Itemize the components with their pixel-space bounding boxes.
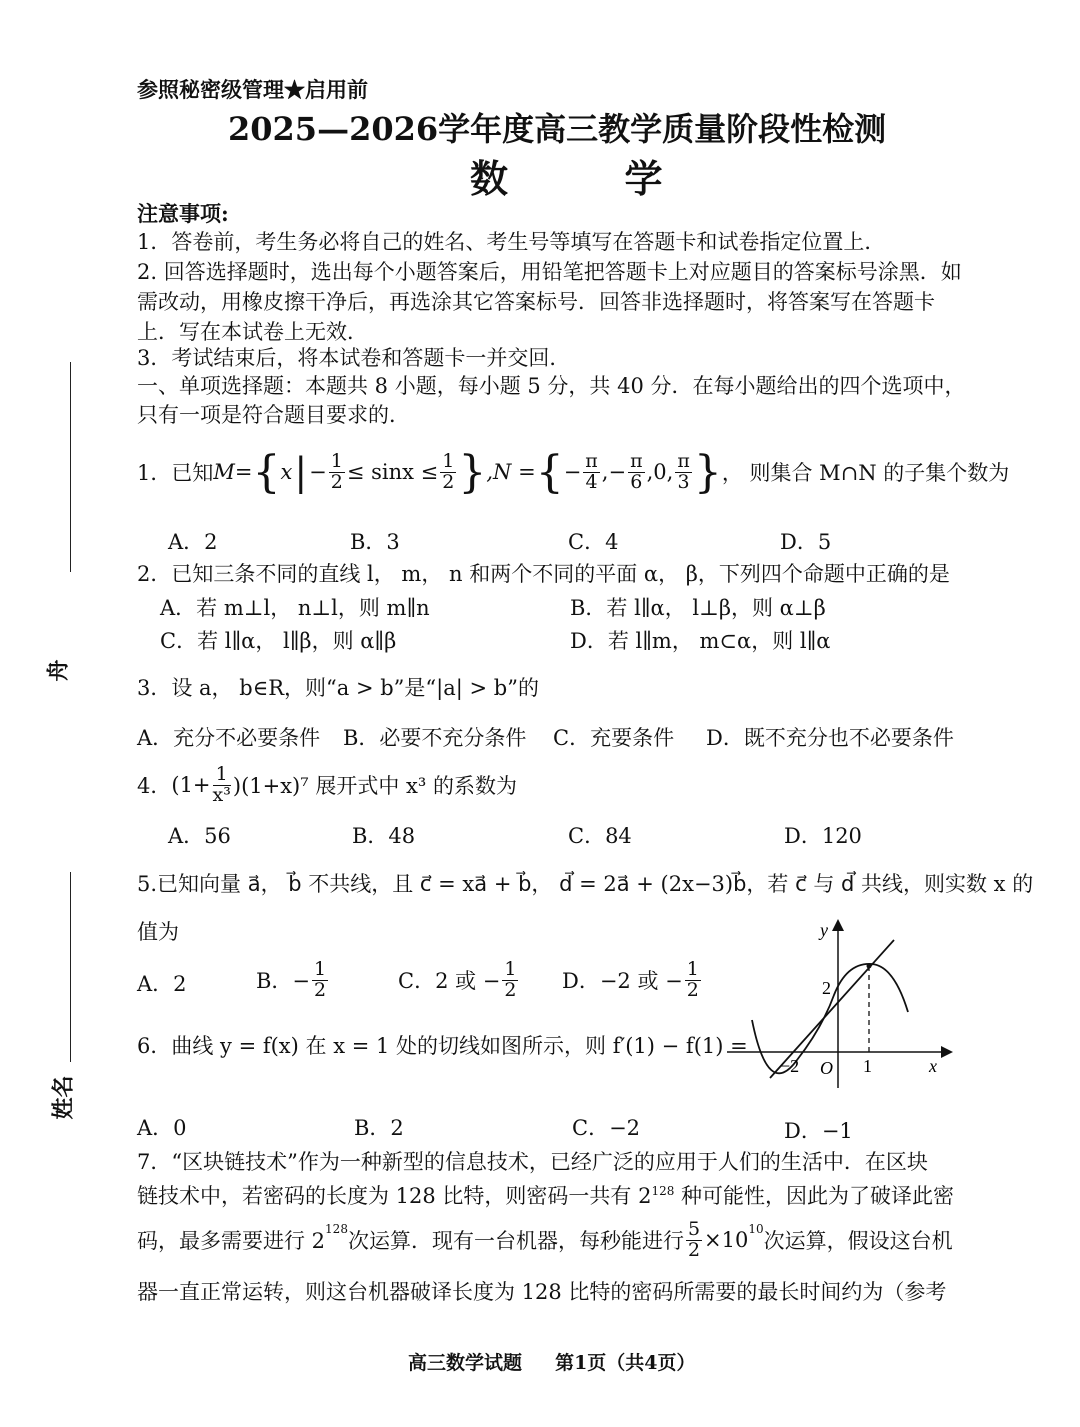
q1-brace-open: { <box>252 446 281 498</box>
q4-open: (1+ <box>171 773 211 797</box>
q2-option-b: B．若 l∥α， l⊥β，则 α⊥β <box>570 596 826 620</box>
q5-option-c: C．2 或 − $\frac{1}{2}$ <box>398 957 517 1001</box>
q1-frac-pi-6: $\frac{\pi}{6}$ <box>630 449 643 493</box>
q1-brace-close: } <box>458 446 487 498</box>
question-4-stem <box>137 758 517 812</box>
side-class-label: 舟 <box>45 659 72 682</box>
confidential-label: 参照秘密级管理★启用前 <box>137 77 368 102</box>
tick-1-label: 1 <box>863 1056 872 1076</box>
q1-frac-pi-4: $\frac{\pi}{4}$ <box>585 449 598 493</box>
q1-option-c: C．4 <box>568 530 619 554</box>
tangent-point <box>867 964 872 969</box>
binding-line-1 <box>70 362 71 572</box>
q1-suffix: ， 则集合 M∩N 的子集个数为 <box>721 461 1010 485</box>
q2-option-a: A．若 m⊥l， n⊥l，则 m∥n <box>160 596 430 620</box>
q4-option-c: C．84 <box>568 824 632 848</box>
q1-set-N: ,N = <box>486 460 536 484</box>
q1-eq: = <box>234 460 253 484</box>
q1-minus-3: − <box>608 460 627 484</box>
exam-title: 2025—2026学年度高三教学质量阶段性检测 <box>228 110 887 148</box>
q3-option-b: B．必要不充分条件 <box>343 726 527 750</box>
q1-option-b: B．3 <box>350 530 400 554</box>
q1-option-d: D．5 <box>780 530 832 554</box>
q5-option-a: A．2 <box>137 972 187 996</box>
q5-option-b: B．− $\frac{1}{2}$ <box>256 957 327 1001</box>
q1-prefix: 1．已知 <box>137 461 214 485</box>
q4-option-d: D．120 <box>784 824 862 848</box>
notice-item-2-line2: 需改动，用橡皮擦干净后，再选涂其它答案标号．回答非选择题时，将答案写在答题卡 <box>137 290 935 314</box>
q2-option-c: C．若 l∥α， l∥β，则 α∥β <box>160 629 397 653</box>
q5-option-d: D．−2 或 − $\frac{1}{2}$ <box>562 957 699 1001</box>
question-2-stem: 2．已知三条不同的直线 l， m， n 和两个不同的平面 α， β，下列四个命题中正确的是 <box>137 562 950 586</box>
q6-option-b: B．2 <box>354 1116 404 1140</box>
side-name-label: 姓名 <box>50 1075 77 1120</box>
q6-option-a: A．0 <box>137 1116 187 1140</box>
q4-frac: $\frac{1}{\text{x³}}$ <box>212 762 231 806</box>
question-6-stem: 6．曲线 y = f(x) 在 x = 1 处的切线如图所示，则 f′(1) − f(1) = <box>137 1034 748 1058</box>
q1-minus-2: − <box>563 460 582 484</box>
q4-option-b: B．48 <box>352 824 416 848</box>
q4-prefix: 4． <box>137 774 172 798</box>
q1-set-M: M <box>213 460 235 484</box>
question-3-stem: 3．设 a， b∈R，则“a > b”是“|a| > b”的 <box>137 676 539 700</box>
origin-label: O <box>820 1058 833 1078</box>
q6-option-d: D．−1 <box>784 1119 853 1143</box>
notice-heading: 注意事项: <box>137 201 229 226</box>
q1-frac-pi-3: $\frac{\pi}{3}$ <box>677 449 690 493</box>
tick-2-label: 2 <box>822 978 831 998</box>
question-7-line3: 码，最多需要进行 2 $^{128}$ 次运算．现有一台机器，每秒能进行 $\frac{5}{2}$ ×10 $^{10}$ 次运算，假设这台机 <box>137 1217 953 1261</box>
q6-graph <box>722 910 962 1090</box>
notice-item-1: 1．答卷前，考生务必将自己的姓名、考生号等填写在答题卡和试卷指定位置上． <box>137 230 886 254</box>
q3-option-a: A．充分不必要条件 <box>137 726 321 750</box>
q3-option-c: C．充要条件 <box>553 726 675 750</box>
notice-item-2-line1: 2. 回答选择题时，选出每个小题答案后，用铅笔把答题卡上对应题目的答案标号涂黑．如 <box>137 260 962 284</box>
question-5-stem: 5.已知向量 a⃗， b⃗ 不共线，且 c⃗ = xa⃗ + b⃗， d⃗ = 2a⃗ + (2x−3)b⃗，若 c⃗ 与 d⃗ 共线，则实数 x 的 <box>137 872 1034 896</box>
notice-item-3: 3．考试结束后，将本试卷和答题卡一并交回． <box>137 346 571 370</box>
q1-zero: ,0, <box>646 460 674 484</box>
q1-brace-open-2: { <box>535 446 564 498</box>
page-footer: 高三数学试题 第1页（共4页） <box>408 1352 696 1374</box>
q1-frac-half-1: $\frac{1}{2}$ <box>330 449 343 493</box>
notice-item-2-line3: 上．写在本试卷上无效． <box>137 320 368 344</box>
q4-option-a: A．56 <box>168 824 231 848</box>
question-1-stem: 1．已知 M = { x | − $\frac{1}{2}$ ≤ sinx ≤ $\frac{1}{2}$ } ,N = { − $\frac{\pi}{4}$ , − $\frac{\pi}{6}$ ,0, $\frac{\pi}{3}$ } ， 则集合 M∩N 的子集个数为 <box>137 446 1010 498</box>
q1-bar: | <box>294 450 308 494</box>
question-7-line4: 器一直正常运转，则这台机器破译长度为 128 比特的密码所需要的最长时间约为（参考 <box>137 1280 947 1304</box>
q1-minus: − <box>309 460 327 484</box>
section-1-line1: 一、单项选择题：本题共 8 小题，每小题 5 分，共 40 分．在每小题给出的四个选项中， <box>137 374 966 398</box>
q1-frac-half-2: $\frac{1}{2}$ <box>442 449 455 493</box>
section-1-line2: 只有一项是符合题目要求的． <box>137 403 410 427</box>
q1-option-a: A．2 <box>168 530 218 554</box>
question-5-stem-2: 值为 <box>137 920 179 944</box>
tick-neg2-label: −2 <box>780 1056 800 1076</box>
y-axis-label: y <box>820 920 828 940</box>
q6-option-c: C．−2 <box>572 1116 641 1140</box>
question-7-line2: 链技术中，若密码的长度为 128 比特，则密码一共有 $2^{128}$ 种可能性，因此为了破译此密 <box>137 1184 955 1208</box>
q1-brace-close-2: } <box>693 446 722 498</box>
q1-ineq: ≤ sinx ≤ <box>346 460 439 484</box>
q1-var-x: x <box>280 460 293 484</box>
q2-option-d: D．若 l∥m， m⊂α，则 l∥α <box>570 629 831 653</box>
x-axis-label: x <box>929 1056 937 1076</box>
binding-line-2 <box>70 872 71 1062</box>
q4-rest: )(1+x)⁷ 展开式中 x³ 的系数为 <box>232 774 517 798</box>
q3-option-d: D．既不充分也不必要条件 <box>706 726 954 750</box>
question-7-line1: 7．“区块链技术”作为一种新型的信息技术，已经广泛的应用于人们的生活中．在区块 <box>137 1150 928 1174</box>
subject-title: 数 学 <box>470 156 693 201</box>
